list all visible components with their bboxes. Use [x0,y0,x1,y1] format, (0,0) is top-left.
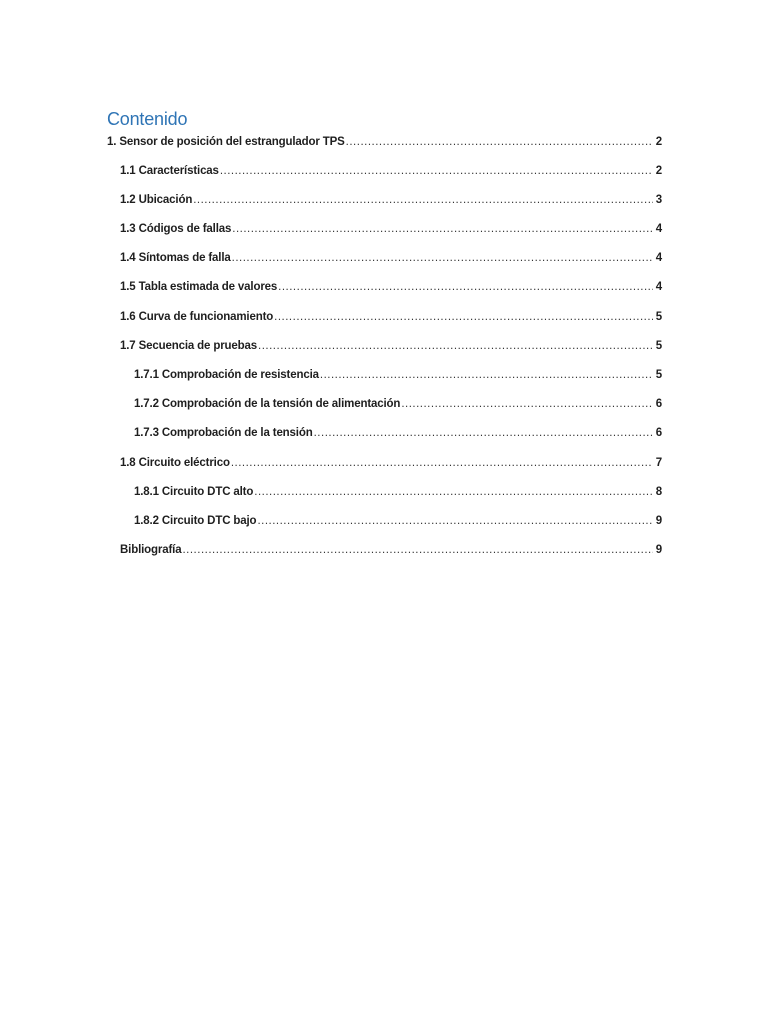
toc-entry-label: 1. Sensor de posición del estrangulador TPS [107,136,345,148]
toc-entry[interactable] [120,543,662,557]
dot-leader [401,397,653,411]
toc-entry-label: 1.8.2 Circuito DTC bajo [134,515,257,527]
toc-entry-label: 1.6 Curva de funcionamiento [120,311,274,323]
toc-entry[interactable] [120,339,662,353]
dot-leader [258,339,653,353]
toc-entry-label: 1.3 Códigos de fallas [120,223,232,235]
toc-title: Contenido [107,109,188,129]
toc-entry[interactable] [120,193,662,207]
dot-leader [254,485,653,499]
toc-entry-page-number: 6 [655,398,662,410]
toc-entry-page-number: 2 [655,165,662,177]
dot-leader [193,193,653,207]
toc-entry-label: 1.1 Características [120,165,219,177]
toc-entry[interactable] [120,456,662,470]
toc-entry-label: 1.7.1 Comprobación de resistencia [134,369,319,381]
toc-entry[interactable] [134,368,662,382]
toc-entry-page-number: 4 [655,281,662,293]
toc-entry-page-number: 8 [655,486,662,498]
toc-entry[interactable] [134,426,662,440]
toc-entry-page-number: 4 [655,223,662,235]
toc-entry[interactable] [120,280,662,294]
toc-entry-label: 1.7 Secuencia de pruebas [120,340,258,352]
toc-entry-label: 1.7.2 Comprobación de la tensión de alimentación [134,398,401,410]
toc-entry-label: 1.8.1 Circuito DTC alto [134,486,254,498]
toc-entry-page-number: 9 [655,544,662,556]
toc-entry-label: 1.4 Síntomas de falla [120,252,231,264]
dot-leader [278,280,653,294]
toc-entry-page-number: 6 [655,427,662,439]
toc-entry[interactable] [134,514,662,528]
dot-leader [274,310,653,324]
toc-entry-page-number: 4 [655,252,662,264]
toc-entry-page-number: 3 [655,194,662,206]
toc-entry-label: Bibliografía [120,544,182,556]
toc-entry-page-number: 2 [655,136,662,148]
dot-leader [314,426,653,440]
toc-entry-page-number: 5 [655,369,662,381]
toc-entry[interactable] [120,310,662,324]
toc-entry[interactable] [134,397,662,411]
toc-entry-page-number: 5 [655,311,662,323]
toc-entry-label: 1.2 Ubicación [120,194,193,206]
toc-entry-label: 1.5 Tabla estimada de valores [120,281,278,293]
dot-leader [232,251,653,265]
toc-entry-page-number: 7 [655,457,662,469]
dot-leader [232,222,653,236]
toc-entry-page-number: 5 [655,340,662,352]
toc-entry[interactable] [120,164,662,178]
toc-entry[interactable] [134,485,662,499]
toc-entry-label: 1.8 Circuito eléctrico [120,457,230,469]
dot-leader [220,164,653,178]
toc-entry-label: 1.7.3 Comprobación de la tensión [134,427,313,439]
toc-entry[interactable] [107,135,662,149]
dot-leader [346,135,653,149]
dot-leader [320,368,653,382]
dot-leader [182,543,653,557]
toc-entry[interactable] [120,222,662,236]
dot-leader [257,514,653,528]
toc-entry-page-number: 9 [655,515,662,527]
toc-entry[interactable] [120,251,662,265]
dot-leader [231,456,653,470]
